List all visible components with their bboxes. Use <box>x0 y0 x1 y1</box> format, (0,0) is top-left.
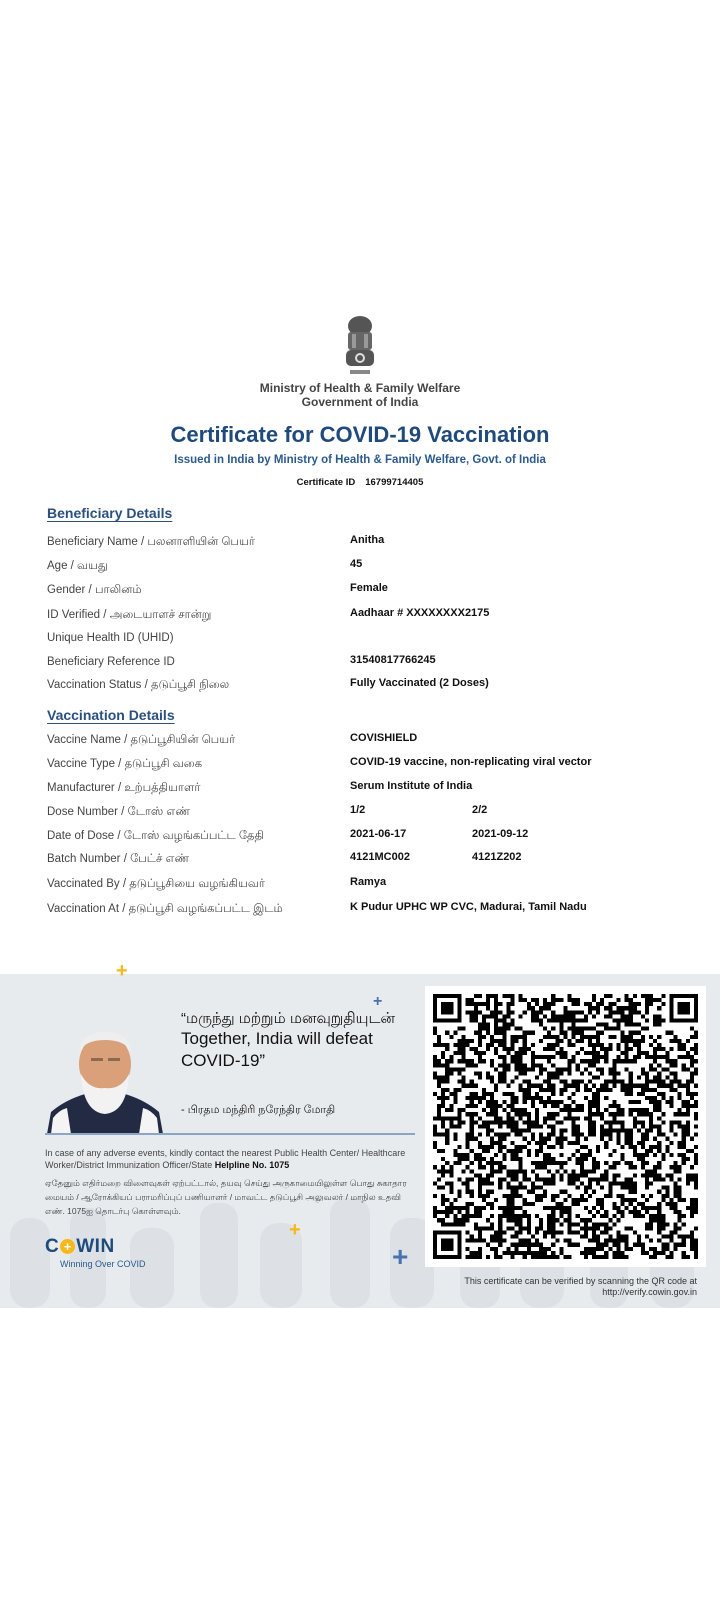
vaccination-heading: Vaccination Details <box>47 707 175 723</box>
page-subtitle: Issued in India by Ministry of Health & Family Welfare, Govt. of India <box>174 454 546 466</box>
row-label: Age / வயது <box>47 560 108 572</box>
quote-tamil: “மருந்து மற்றும் மனவுறுதியுடன் <box>181 1010 395 1027</box>
beneficiary-row <box>47 632 687 650</box>
vaccination-row <box>47 758 687 776</box>
helpline-number: Helpline No. 1075 <box>214 1160 290 1170</box>
national-emblem-icon <box>338 312 382 380</box>
government-name: Government of India <box>301 395 419 409</box>
verify-text: This certificate can be verified by scanning the QR code at <box>464 1276 697 1286</box>
vaccination-row <box>47 853 687 871</box>
row-value: 45 <box>350 558 363 570</box>
row-label: Vaccinated By / தடுப்பூசியை வழங்கியவர் <box>47 878 265 890</box>
plus-decoration-icon: + <box>289 1219 301 1241</box>
row-value: 2021-06-17 <box>350 828 407 840</box>
row-value: Female <box>350 582 388 594</box>
vaccination-row <box>47 734 687 752</box>
verify-url[interactable]: http://verify.cowin.gov.in <box>602 1287 697 1297</box>
vaccination-row <box>47 878 687 896</box>
row-value: COVISHIELD <box>350 732 418 744</box>
beneficiary-row <box>47 656 687 674</box>
cowin-logo: C + WIN <box>45 1236 115 1257</box>
row-value: 31540817766245 <box>350 654 436 666</box>
row-label: ID Verified / அடையாளச் சான்று <box>47 609 212 621</box>
row-value-dose2: 2021-09-12 <box>472 828 529 840</box>
row-value: Ramya <box>350 876 387 888</box>
row-label: Vaccine Name / தடுப்பூசியின் பெயர் <box>47 734 236 746</box>
cowin-tagline: Winning Over COVID <box>60 1259 146 1269</box>
row-value: COVID-19 vaccine, non-replicating viral vector <box>350 756 592 768</box>
row-label: Gender / பாலினம் <box>47 584 142 596</box>
adverse-events-note <box>45 1147 415 1171</box>
quote-attribution: - பிரதம மந்திரி நரேந்திர மோதி <box>181 1104 336 1116</box>
certificate-id-label: Certificate ID <box>296 477 356 488</box>
beneficiary-row <box>47 560 687 578</box>
beneficiary-row <box>47 536 687 554</box>
verify-note <box>397 1276 697 1298</box>
row-label: Vaccine Type / தடுப்பூசி வகை <box>47 758 203 770</box>
row-label: Batch Number / பேட்ச் எண் <box>47 853 190 865</box>
adverse-events-note-tamil: ஏதேனும் எதிர்மறை விளைவுகள் ஏற்பட்டால், தயவு செய்து அருகாமையிலுள்ள பொது சுகாதார மையம் / ஆரோக்கியப் பராமரிப்புப் பணியாளர் / மாவட்ட தடுப்பூசி அலுவலர் / மாநில உதவி எண். 1075ஐ தொடர்பு கொள்ளவும். <box>45 1178 407 1216</box>
qr-code-container <box>425 986 706 1267</box>
ministry-name: Ministry of Health & Family Welfare <box>259 381 461 395</box>
row-value: Anitha <box>350 534 385 546</box>
row-label: Unique Health ID (UHID) <box>47 632 174 644</box>
row-label: Vaccination At / தடுப்பூசி வழங்கப்பட்ட இடம் <box>47 903 283 915</box>
row-label: Beneficiary Name / பலனாளியின் பெயர் <box>47 536 255 548</box>
qr-code-icon <box>433 994 698 1259</box>
vaccination-row <box>47 782 687 800</box>
vaccination-row <box>47 830 687 848</box>
vaccination-row <box>47 806 687 824</box>
beneficiary-heading: Beneficiary Details <box>47 505 173 521</box>
quote-text <box>181 1010 411 1072</box>
quote-english: Together, India will defeat COVID-19” <box>181 1029 373 1070</box>
row-value: 4121MC002 <box>350 851 410 863</box>
adverse-note-text: In case of any adverse events, kindly contact the nearest Public Health Center/ Healthcare Worker/District Immunization Officer/State <box>45 1148 406 1170</box>
plus-circle-icon: + <box>60 1239 75 1254</box>
prime-minister-photo <box>45 1022 165 1134</box>
footer-divider <box>45 1133 415 1135</box>
plus-decoration-icon: + <box>116 960 128 982</box>
plus-decoration-icon: + <box>373 993 383 1010</box>
plus-decoration-icon: + <box>392 1241 409 1272</box>
row-value: K Pudur UPHC WP CVC, Madurai, Tamil Nadu <box>350 901 587 913</box>
beneficiary-row <box>47 609 687 627</box>
row-value-dose2: 4121Z202 <box>472 851 522 863</box>
certificate-id <box>0 477 720 488</box>
vaccination-row <box>47 903 687 921</box>
row-value: 1/2 <box>350 804 366 816</box>
row-label: Manufacturer / உற்பத்தியாளர் <box>47 782 201 794</box>
row-value: Aadhaar # XXXXXXXX2175 <box>350 607 490 619</box>
beneficiary-row <box>47 679 687 697</box>
row-value: Serum Institute of India <box>350 780 473 792</box>
certificate-id-value: 16799714405 <box>365 477 424 488</box>
row-label: Vaccination Status / தடுப்பூசி நிலை <box>47 679 230 691</box>
row-value-dose2: 2/2 <box>472 804 488 816</box>
row-value: Fully Vaccinated (2 Doses) <box>350 677 489 689</box>
row-label: Date of Dose / டோஸ் வழங்கப்பட்ட தேதி <box>47 830 264 842</box>
row-label: Dose Number / டோஸ் எண் <box>47 806 191 818</box>
beneficiary-row <box>47 584 687 602</box>
qr-modules <box>433 994 698 1259</box>
page-title: Certificate for COVID-19 Vaccination <box>170 422 550 447</box>
row-label: Beneficiary Reference ID <box>47 656 175 668</box>
